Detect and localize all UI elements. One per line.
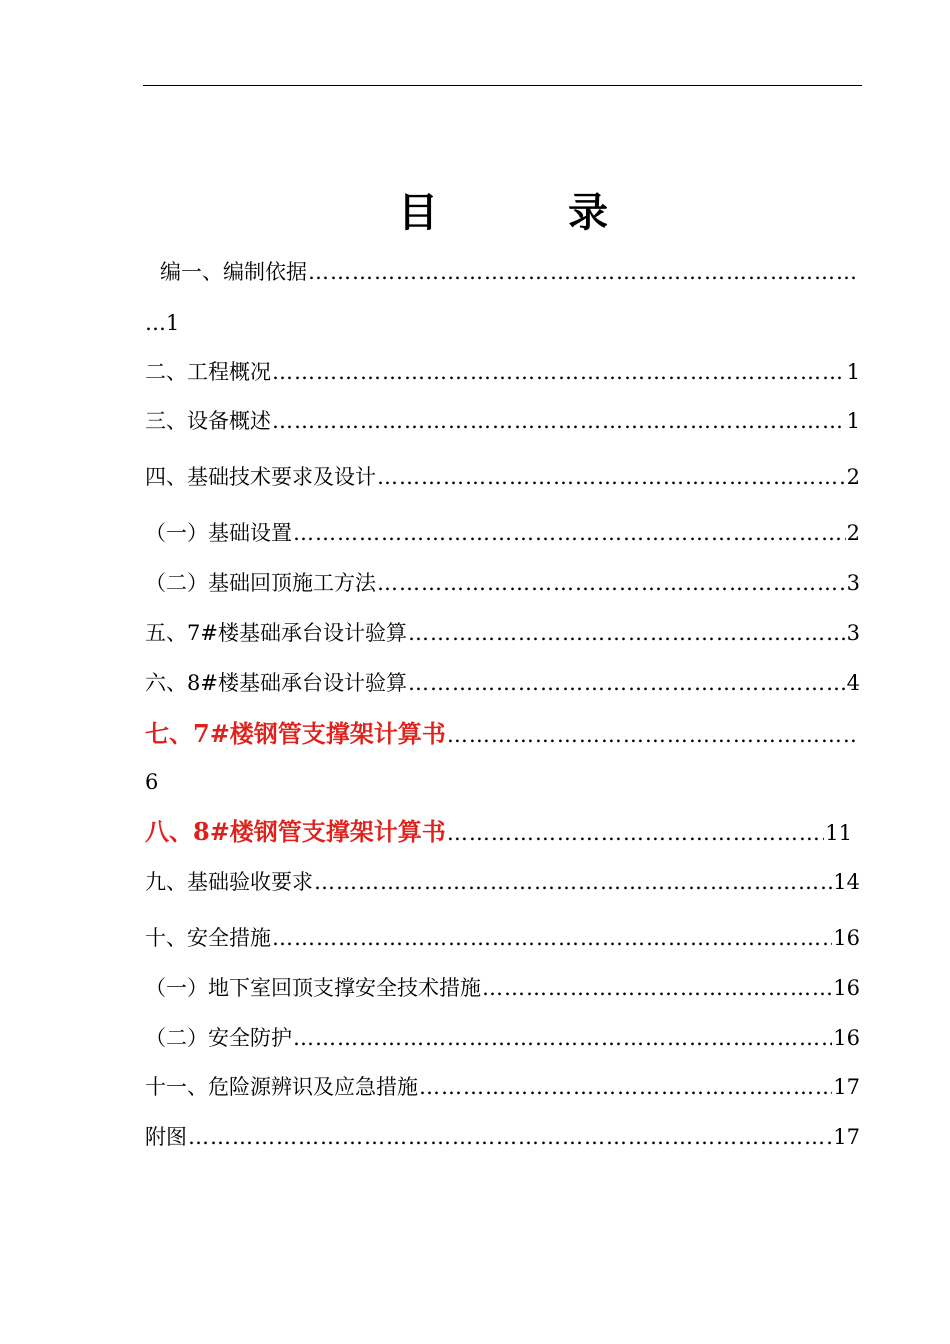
toc-entry[interactable] [145,974,860,1002]
header-rule [143,85,862,86]
toc-entry-label: 二、工程概况 [145,360,271,384]
toc-leader [293,519,846,547]
toc-entry-label: 四、基础技术要求及设计 [145,465,376,489]
toc-entry-label: 十、安全措施 [145,926,271,950]
toc-entry-page: 17 [833,1125,860,1149]
toc-entry-page: 2 [846,521,860,545]
toc-entry-page: 16 [833,1026,860,1050]
toc-entry-page: 1 [846,409,860,433]
toc-entry[interactable] [145,1073,860,1101]
page-title [0,188,950,238]
title-char-2: 录 [568,189,608,236]
toc-entry-label: （一）地下室回顶支撑安全技术措施 [145,976,481,1000]
toc-entry[interactable] [145,358,860,386]
toc-entry[interactable] [145,669,860,697]
toc-entry-label: 五、7#楼基础承台设计验算 [145,621,407,645]
toc-leader [272,924,832,952]
toc-entry-page: 3 [846,571,860,595]
toc-entry-page: 11 [825,821,852,845]
toc-leader [447,817,824,849]
toc-leader [408,619,846,647]
toc-leader [272,358,846,386]
toc-entry-label: 十一、危险源辨识及应急措施 [145,1075,418,1099]
toc-entry-page: 2 [846,465,860,489]
toc-leader [308,258,859,286]
toc-entry[interactable] [145,1024,860,1052]
toc-leader [377,569,846,597]
toc-entry-label: 七、7#楼钢管支撑架计算书 [145,719,446,748]
toc-entry-label: （一）基础设置 [145,521,292,545]
toc-leader [447,719,859,751]
toc-entry-page: 16 [833,976,860,1000]
toc-leader [314,868,832,896]
toc-leader [293,1024,832,1052]
toc-entry[interactable] [145,258,860,286]
toc-entry-page-continuation: 6 [145,770,159,794]
toc-entry-label: 九、基础验收要求 [145,870,313,894]
toc-entry-label: 三、设备概述 [145,409,271,433]
toc-entry[interactable] [145,519,860,547]
toc-entry-highlighted[interactable] [145,718,860,751]
toc-entry-page: 4 [846,671,860,695]
toc-leader [408,669,846,697]
toc-entry-label: 附图 [145,1125,187,1149]
toc-entry[interactable] [145,619,860,647]
toc-entry-page: 16 [833,926,860,950]
toc-leader [272,407,846,435]
toc-leader [188,1123,832,1151]
toc-entry-page: 17 [833,1075,860,1099]
toc-entry-label: 编一、编制依据 [160,260,307,284]
toc-entry[interactable] [145,1123,860,1151]
toc-entry-page: 1 [846,360,860,384]
toc-entry[interactable] [145,868,860,896]
toc-entry[interactable] [145,569,860,597]
toc-entry[interactable] [145,463,860,491]
toc-leader [419,1073,832,1101]
toc-leader [377,463,846,491]
toc-entry[interactable] [145,407,860,435]
toc-entry-label: 八、8#楼钢管支撑架计算书 [145,817,446,846]
toc-entry-page: 14 [833,870,860,894]
toc-entry-label: （二）基础回顶施工方法 [145,571,376,595]
toc-entry[interactable] [145,924,860,952]
toc-entry-label: 六、8#楼基础承台设计验算 [145,671,407,695]
title-char-1: 目 [398,189,438,236]
toc-entry-label: （二）安全防护 [145,1026,292,1050]
toc-entry-highlighted[interactable] [145,816,852,849]
toc-leader [482,974,832,1002]
toc-entry-page: 3 [846,621,860,645]
toc-entry-page-continuation: …1 [145,311,180,335]
